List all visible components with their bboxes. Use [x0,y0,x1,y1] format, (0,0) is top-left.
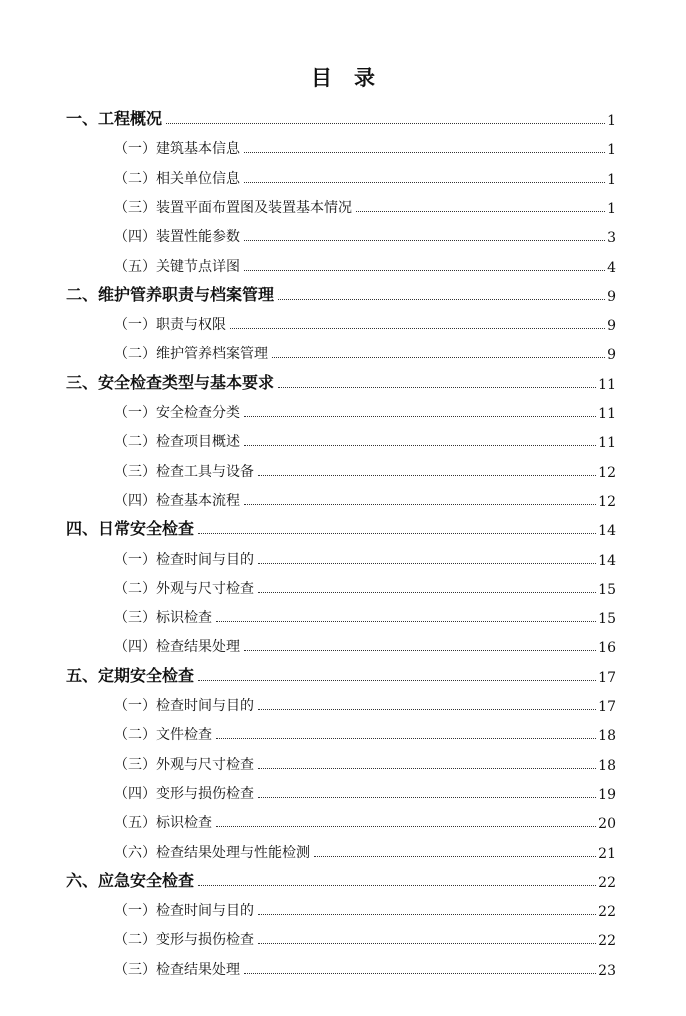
toc-section-entry[interactable] [114,457,616,481]
toc-entry-title: 三、安全检查类型与基本要求 [66,372,275,392]
toc-section-entry[interactable] [114,427,616,451]
toc-chapter-entry[interactable] [66,105,616,129]
toc-page-number: 11 [598,435,616,452]
toc-page-number: 1 [607,142,616,159]
toc-page-number: 17 [598,669,616,686]
toc-entry-title: （一）检查时间与目的 [114,551,254,568]
page-title [0,62,686,92]
toc-page-number: 4 [607,259,616,276]
toc-section-entry[interactable] [114,545,616,569]
toc-entry-title: （一）建筑基本信息 [114,141,240,158]
toc-entry-title: （三）检查结果处理 [114,961,240,978]
toc-page-number: 17 [598,699,616,715]
toc-section-entry[interactable] [114,691,616,715]
toc-leader-dots [216,825,596,827]
toc-leader-dots [258,708,596,710]
toc-entry-title: （二）外观与尺寸检查 [114,580,254,597]
toc-section-entry[interactable] [114,603,616,627]
toc-leader-dots [278,298,605,300]
toc-entry-title: （三）标识检查 [114,610,212,627]
toc-entry-title: 五、定期安全检查 [66,665,195,685]
toc-section-entry[interactable] [114,808,616,832]
toc-leader-dots [356,210,605,212]
toc-page-number: 14 [598,552,616,569]
toc-entry-title: （二）检查项目概述 [114,434,240,451]
toc-section-entry[interactable] [114,632,616,656]
toc-entry-title: （五）关键节点详图 [114,258,240,275]
toc-leader-dots [258,591,596,593]
toc-entry-title: （三）外观与尺寸检查 [114,756,254,773]
toc-section-entry[interactable] [114,310,616,334]
toc-page-number: 1 [607,113,616,129]
toc-section-entry[interactable] [114,896,616,920]
toc-section-entry[interactable] [114,193,616,217]
toc-page-number: 15 [598,581,616,598]
toc-page-number: 18 [598,757,616,774]
toc-page-number: 16 [598,640,616,657]
toc-entry-title: （三）检查工具与设备 [114,463,254,480]
toc-chapter-entry[interactable] [66,662,616,686]
toc-entry-title: （一）检查时间与目的 [114,698,254,714]
toc-leader-dots [258,562,596,564]
toc-section-entry[interactable] [114,252,616,276]
toc-entry-title: （二）文件检查 [114,727,212,744]
toc-leader-dots [272,356,605,358]
toc-entry-title: （二）变形与损伤检查 [114,932,254,949]
toc-chapter-entry[interactable] [66,867,616,891]
toc-entry-title: （四）装置性能参数 [114,229,240,246]
toc-page-number: 11 [598,376,616,393]
toc-leader-dots [258,942,596,944]
toc-entry-title: （二）相关单位信息 [114,170,240,187]
toc-leader-dots [258,474,596,476]
toc-page-number: 23 [598,962,616,979]
toc-leader-dots [216,620,596,622]
toc-entry-title: （六）检查结果处理与性能检测 [114,844,310,861]
toc-entry-title: （四）检查基本流程 [114,492,240,509]
toc-section-entry[interactable] [114,486,616,510]
toc-leader-dots [278,386,596,388]
toc-page-number: 19 [598,786,616,803]
toc-leader-dots [244,239,605,241]
title-char-2: 录 [354,66,375,90]
toc-entry-title: 一、工程概况 [66,109,163,128]
toc-page-number: 22 [598,933,616,950]
toc-leader-dots [258,913,596,915]
toc-entry-title: （一）检查时间与目的 [114,903,254,920]
toc-page-number: 9 [607,288,616,305]
toc-page-number: 9 [607,318,616,335]
toc-section-entry[interactable] [114,750,616,774]
toc-leader-dots [244,444,596,446]
toc-leader-dots [244,503,596,505]
toc-leader-dots [216,737,596,739]
toc-leader-dots [258,767,596,769]
toc-leader-dots [244,972,596,974]
toc-page-number: 11 [598,406,616,422]
toc-entry-title: 六、应急安全检查 [66,870,195,890]
toc-entry-title: （四）检查结果处理 [114,639,240,656]
toc-section-entry[interactable] [114,339,616,363]
toc-entry-title: （一）安全检查分类 [114,405,240,421]
toc-section-entry[interactable] [114,164,616,188]
toc-leader-dots [198,532,596,534]
toc-section-entry[interactable] [114,955,616,979]
toc-page-number: 15 [598,611,616,628]
toc-page-number: 1 [607,200,616,217]
toc-chapter-entry[interactable] [66,515,616,539]
toc-leader-dots [244,181,605,183]
toc-page-number: 14 [598,523,616,540]
toc-leader-dots [198,679,596,681]
toc-section-entry[interactable] [114,925,616,949]
toc-entry-title: （五）标识检查 [114,815,212,832]
toc-section-entry[interactable] [114,398,616,422]
toc-chapter-entry[interactable] [66,369,616,393]
toc-page-number: 21 [598,845,616,862]
toc-leader-dots [230,327,605,329]
toc-leader-dots [314,855,596,857]
toc-section-entry[interactable] [114,779,616,803]
toc-section-entry[interactable] [114,222,616,246]
toc-leader-dots [198,884,596,886]
toc-entry-title: （三）装置平面布置图及装置基本情况 [114,199,352,216]
toc-page-number: 20 [598,816,616,833]
toc-page-number: 12 [598,493,616,510]
title-char-1: 目 [311,66,332,90]
toc-page-number: 9 [607,347,616,364]
toc-page-number: 1 [607,171,616,188]
toc-entry-title: 二、维护管养职责与档案管理 [66,284,275,304]
toc-page-number: 22 [598,904,616,921]
toc-leader-dots [258,796,596,798]
toc-section-entry[interactable] [114,838,616,862]
toc-leader-dots [244,269,605,271]
toc-leader-dots [244,415,596,417]
toc-leader-dots [166,122,605,124]
toc-entry-title: （四）变形与损伤检查 [114,785,254,802]
toc-section-entry[interactable] [114,720,616,744]
toc-chapter-entry[interactable] [66,281,616,305]
toc-page-number: 18 [598,728,616,745]
toc-page-number: 3 [607,230,616,247]
toc-entry-title: 四、日常安全检查 [66,519,195,539]
toc-page-number: 12 [598,464,616,481]
toc-page-number: 22 [598,874,616,891]
toc-leader-dots [244,649,596,651]
toc-entry-title: （一）职责与权限 [114,317,226,334]
toc-section-entry[interactable] [114,574,616,598]
toc-leader-dots [244,151,605,153]
toc-entry-title: （二）维护管养档案管理 [114,346,268,363]
toc-section-entry[interactable] [114,134,616,158]
